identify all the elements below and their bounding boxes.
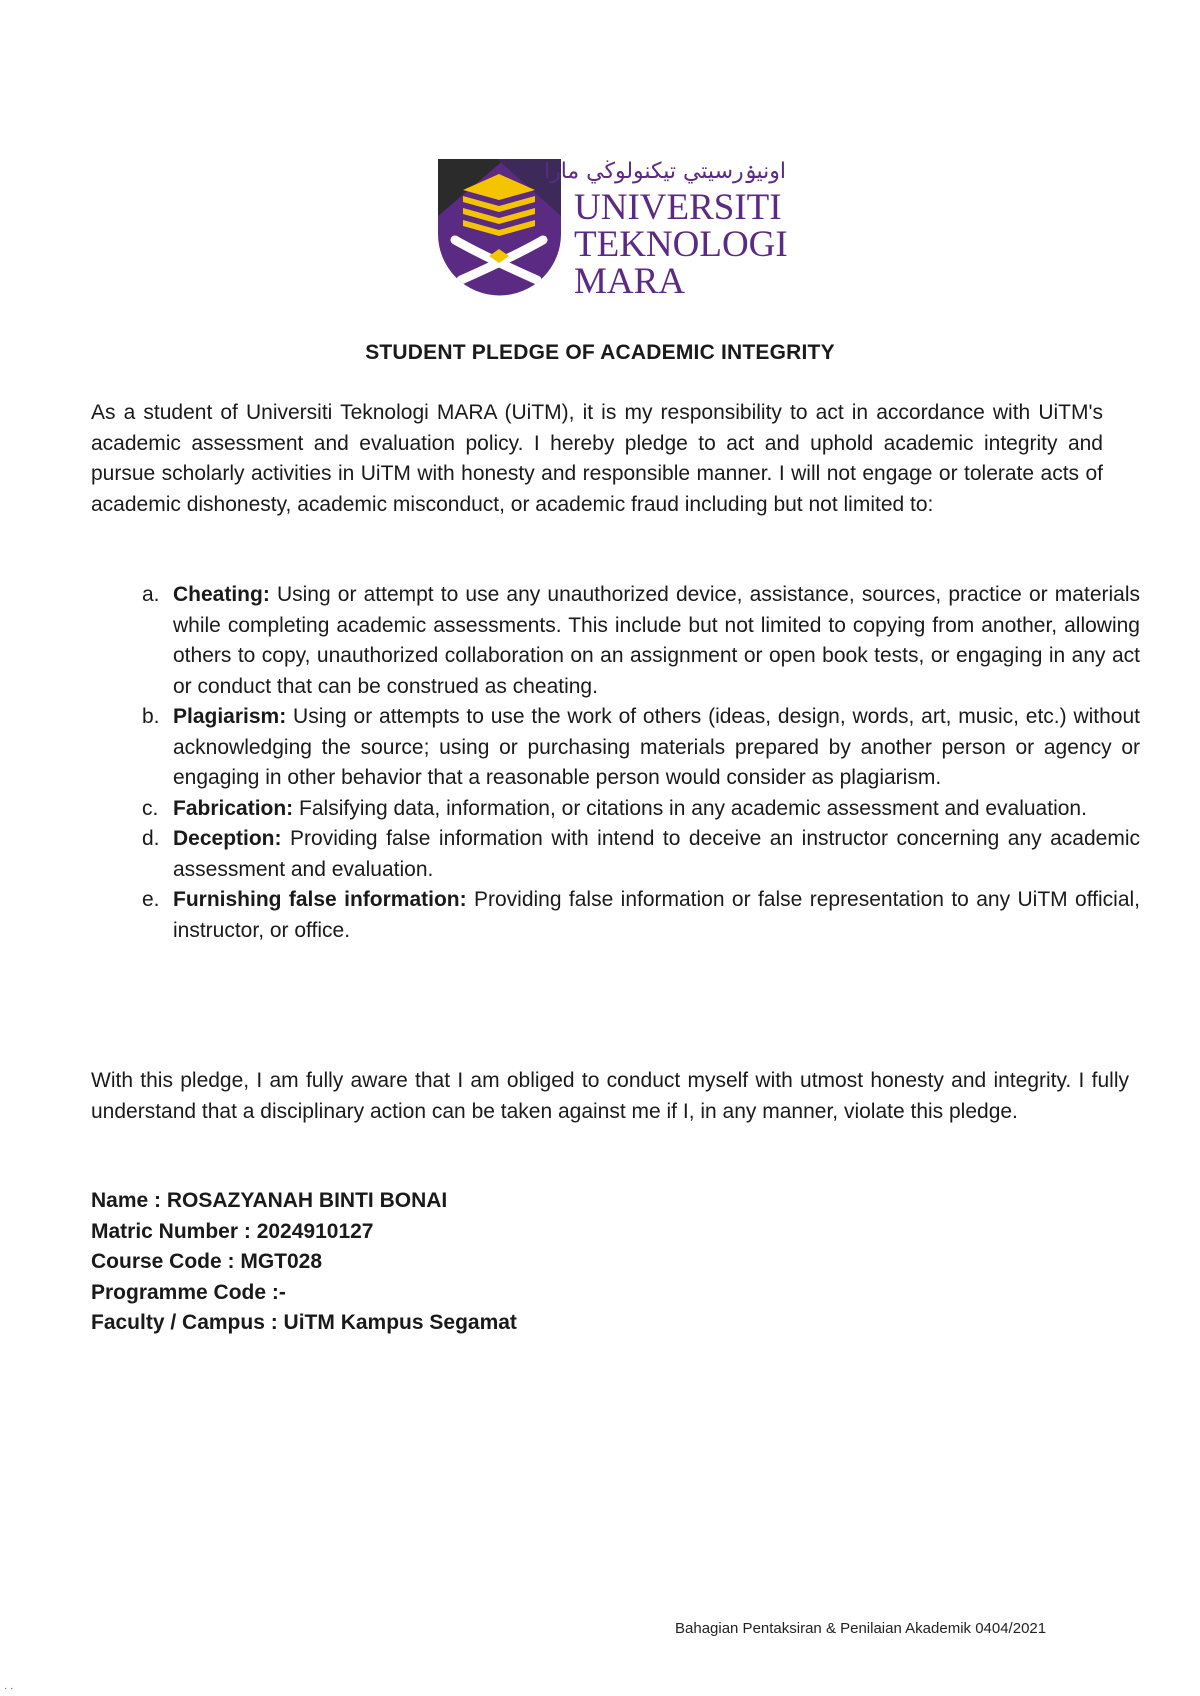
- list-item-deception: [135, 824, 1140, 885]
- uitm-logo: [433, 156, 803, 306]
- list-item-text: Falsifying data, information, or citations in any academic assessment and evaluation.: [293, 796, 1087, 820]
- list-item-text: Providing false information with intend to deceive an instructor concerning any academic assessment and evaluation.: [173, 827, 1140, 881]
- list-item-term: Furnishing false information:: [173, 888, 467, 911]
- list-marker: e.: [142, 888, 160, 911]
- list-item-fabrication: [135, 794, 1140, 825]
- matric-number: Matric Number : 2024910127: [91, 1219, 374, 1243]
- programme-code: Programme Code :-: [91, 1280, 286, 1304]
- list-item-furnishing-false-information: [135, 885, 1140, 946]
- course-code: Course Code : MGT028: [91, 1250, 323, 1273]
- list-item-text: Using or attempts to use the work of others (ideas, design, words, art, music, etc.) without acknowledging the source; using or purchasing materials prepared by another person or agency or engaging in other behavior that a reasonable person would consider as plagiarism.: [173, 705, 1140, 789]
- intro-paragraph: As a student of Universiti Teknologi MARA (UiTM), it is my responsibility to act in accordance with UiTM's academic assessment and evaluation policy. I hereby pledge to act and uphold academic integrity and pursue scholarly activities in UiTM with honesty and responsible manner. I will not engage or tolerate acts of academic dishonesty, academic misconduct, or academic fraud including but not limited to:: [91, 401, 1103, 516]
- student-details: [91, 1186, 517, 1339]
- logo-arabic-text: اونيۏرسيتي تيكنولوڬي مارا: [543, 159, 787, 184]
- list-marker: d.: [142, 827, 160, 850]
- misconduct-list: [135, 580, 1140, 946]
- list-item-term: Deception:: [173, 827, 282, 850]
- logo-name-line-3: MARA: [574, 261, 686, 302]
- logo-name-line-1: UNIVERSITI: [574, 187, 782, 228]
- list-marker: c.: [142, 796, 159, 820]
- footer-text: Bahagian Pentaksiran & Penilaian Akademik 0404/2021: [675, 1620, 1047, 1637]
- list-item-term: Cheating:: [173, 583, 270, 606]
- list-item-term: Fabrication:: [173, 796, 294, 820]
- closing-paragraph: With this pledge, I am fully aware that I am obliged to conduct myself with utmost honesty and integrity. I fully understand that a disciplinary action can be taken against me if I, in any manner, violate this pledge.: [91, 1069, 1129, 1123]
- list-item-plagiarism: [135, 702, 1140, 794]
- list-marker: b.: [142, 705, 160, 728]
- list-item-term: Plagiarism:: [173, 705, 287, 728]
- document-title: STUDENT PLEDGE OF ACADEMIC INTEGRITY: [365, 341, 835, 364]
- faculty-campus: Faculty / Campus : UiTM Kampus Segamat: [91, 1311, 517, 1334]
- corner-mark: · ·: [4, 1683, 14, 1694]
- list-item-text: Providing false information or false representation to any UiTM official, instructor, or office.: [173, 888, 1140, 942]
- logo-name-line-2: TEKNOLOGI: [574, 224, 788, 265]
- list-item-text: Using or attempt to use any unauthorized device, assistance, sources, practice or materials while completing academic assessments. This include but not limited to copying from another, allowing others to copy, unauthorized collaboration on an assignment or open book tests, or engaging in any act or conduct that can be construed as cheating.: [173, 583, 1140, 698]
- list-marker: a.: [142, 583, 160, 606]
- uitm-shield-emblem: [438, 159, 561, 295]
- student-name: Name : ROSAZYANAH BINTI BONAI: [91, 1189, 448, 1212]
- list-item-cheating: [135, 580, 1140, 702]
